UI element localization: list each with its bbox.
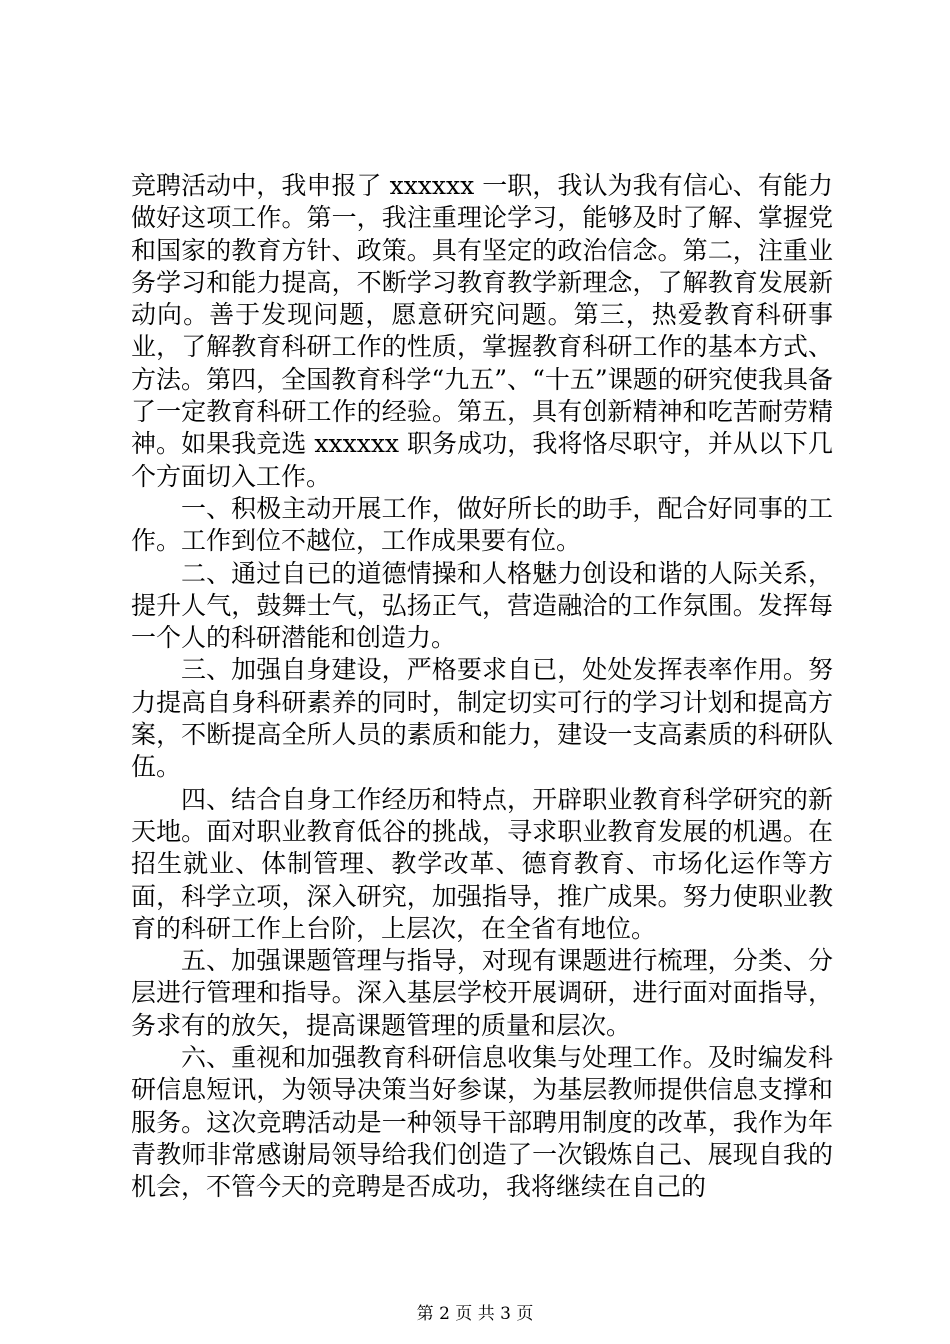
document-body xyxy=(131,170,833,1204)
paragraph-intro: 竞聘活动中，我申报了 xxxxxx 一职，我认为我有信心、有能力做好这项工作。第一，我注重理论学习，能够及时了解、掌握党和国家的教育方针、政策。具有坚定的政治信念。第二，注重业务学习和能力提高，不断学习教育教学新理念，了解教育发展新动向。善于发现问题，愿意研究问题。第三，热爱教育科研事业，了解教育科研工作的性质，掌握教育科研工作的基本方式、方法。第四，全国教育科学“九五”、“十五”课题的研究使我具备了一定教育科研工作的经验。第五，具有创新精神和吃苦耐劳精神。如果我竞选 xxxxxx 职务成功，我将恪尽职守，并从以下几个方面切入工作。 xyxy=(131,171,833,491)
paragraph-point-3: 三、加强自身建设，严格要求自已，处处发挥表率作用。努力提高自身科研素养的同时，制定切实可行的学习计划和提高方案，不断提高全所人员的素质和能力，建设一支高素质的科研队伍。 xyxy=(131,655,833,782)
paragraph-point-1: 一、积极主动开展工作，做好所长的助手，配合好同事的工作。工作到位不越位，工作成果要有位。 xyxy=(131,493,833,556)
page-footer xyxy=(0,1303,950,1325)
paragraph-point-4: 四、结合自身工作经历和特点，开辟职业教育科学研究的新天地。面对职业教育低谷的挑战，寻求职业教育发展的机遇。在招生就业、体制管理、教学改革、德育教育、市场化运作等方面，科学立项，深入研究，加强指导，推广成果。努力使职业教育的科研工作上台阶，上层次，在全省有地位。 xyxy=(131,784,833,943)
paragraph-point-6: 六、重视和加强教育科研信息收集与处理工作。及时编发科研信息短讯，为领导决策当好参谋，为基层教师提供信息支撑和服务。这次竞聘活动是一种领导干部聘用制度的改革，我作为年青教师非常感谢局领导给我们创造了一次锻炼自己、展现自我的机会，不管今天的竞聘是否成功，我将继续在自己的 xyxy=(131,1043,833,1202)
page-number: 第 2 页 共 3 页 xyxy=(416,1304,534,1324)
paragraph-point-2: 二、通过自已的道德情操和人格魅力创设和谐的人际关系，提升人气，鼓舞士气，弘扬正气，营造融洽的工作氛围。发挥每一个人的科研潜能和创造力。 xyxy=(131,558,833,653)
paragraph-point-5: 五、加强课题管理与指导，对现有课题进行梳理，分类、分层进行管理和指导。深入基层学校开展调研，进行面对面指导，务求有的放矢，提高课题管理的质量和层次。 xyxy=(131,946,833,1040)
